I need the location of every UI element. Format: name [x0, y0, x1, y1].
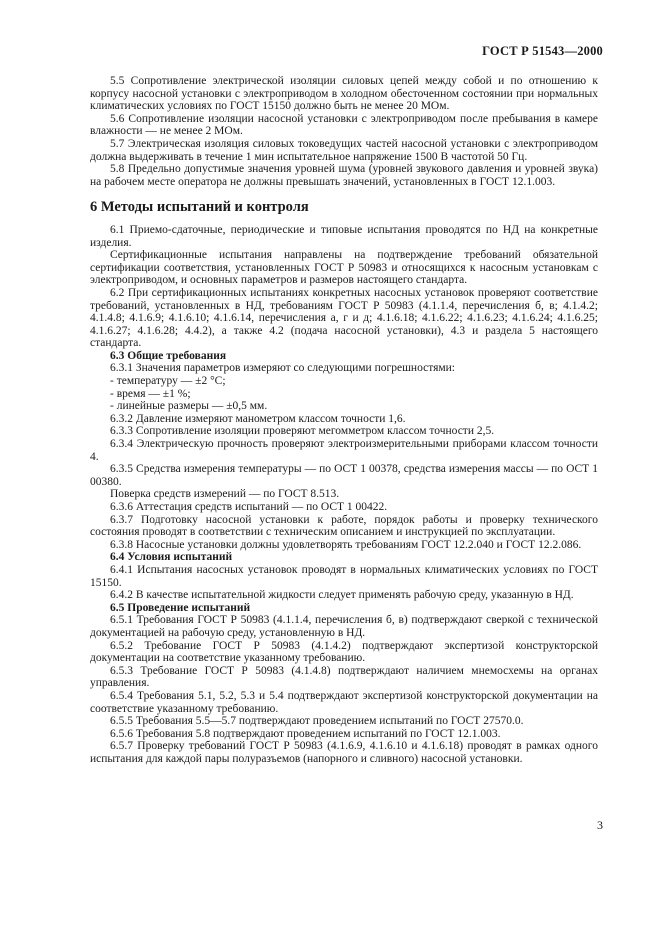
- paragraph-6-4-2: 6.4.2 В качестве испытательной жидкости следует применять рабочую среду, указанную в НД.: [110, 589, 574, 602]
- section-6-title: 6 Методы испытаний и контроля: [90, 199, 309, 216]
- page-body: [90, 75, 598, 765]
- paragraph-6-1-certification: Сертификационные испытания направлены на подтверждение требований обязательной сертификации соответствия, установленных ГОСТ Р 50983 и относящихся к насосным установкам с электроприводом, и основных параметров и размеров настоящего стандарта.: [90, 249, 598, 287]
- paragraph-6-3-8: 6.3.8 Насосные установки должны удовлетворять требованиям ГОСТ 12.2.040 и ГОСТ 12.2.086.: [110, 538, 582, 551]
- paragraph-6-3-1: 6.3.1 Значения параметров измеряют со следующими погрешностями:: [110, 362, 456, 375]
- paragraph-5-8: 5.8 Предельно допустимые значения уровней шума (уровней звукового давления и уровней звука) на рабочем месте оператора не должны превышать значений, установленных в ГОСТ 12.1.003.: [90, 163, 598, 188]
- paragraph-6-3-4: 6.3.4 Электрическую прочность проверяют электроизмерительными приборами классом точности 4.: [90, 438, 598, 463]
- paragraph-6-5-5: 6.5.5 Требования 5.5—5.7 подтверждают проведением испытаний по ГОСТ 27570.0.: [110, 715, 524, 728]
- paragraph-6-5-7: 6.5.7 Проверку требований ГОСТ Р 50983 (4.1.6.9, 4.1.6.10 и 4.1.6.18) проводят в рамках одного испытания для каждой пары полуразъемов (напорного и сливного) насосной установки.: [90, 740, 598, 765]
- paragraph-6-3-5-verification: Поверка средств измерений — по ГОСТ 8.513.: [110, 488, 340, 501]
- subsection-6-4-title: 6.4 Условия испытаний: [110, 551, 233, 564]
- paragraph-6-3-2: 6.3.2 Давление измеряют манометром классом точности 1,6.: [110, 412, 406, 425]
- list-item: - линейные размеры — ±0,5 мм.: [110, 400, 268, 413]
- paragraph-6-3-6: 6.3.6 Аттестация средств испытаний — по ОСТ 1 00422.: [110, 501, 388, 513]
- paragraph-5-6: 5.6 Сопротивление изоляции насосной установки с электроприводом после пребывания в камере влажности — не менее 2 МОм.: [90, 112, 598, 138]
- paragraph-6-5-6: 6.5.6 Требования 5.8 подтверждают проведением испытаний по ГОСТ 12.1.003.: [110, 727, 501, 740]
- paragraph-6-3-7: 6.3.7 Подготовку насосной установки к работе, порядок работы и проверку технического состояния проводят в соответствии с техническим описанием и инструкцией по эксплуатации.: [90, 513, 598, 539]
- paragraph-6-1: 6.1 Приемо-сдаточные, периодические и типовые испытания проводятся по НД на конкретные изделия.: [90, 223, 598, 249]
- paragraph-6-3-3: 6.3.3 Сопротивление изоляции проверяют мегомметром классом точности 2,5.: [110, 425, 495, 438]
- paragraph-6-2: 6.2 При сертификационных испытаниях конкретных насосных установок проверяют соответствие требований, установленных в НД, требованиям ГОСТ Р 50983 (4.1.1.4, перечисления б, в; 4.1.4.2; 4.1.4.8; 4.1.6.9; 4.1.6.10; 4.1.6.14, перечисления а, г и д; 4.1.6.18; 4.1.6.22; 4.1.6.23; 4.1.6.24; 4.1.6.25; 4.1.6.27; 4.1.6.28; 4.4.2), а также 4.2 (подача насосной установки), 4.3 и раздела 5 настоящего стандарта.: [90, 286, 598, 350]
- paragraph-5-5: 5.5 Сопротивление электрической изоляции силовых цепей между собой и по отношению к корпусу насосной установки с электроприводом в холодном обесточенном состоянии при нормальных климатических условиях по ГОСТ 15150 должно быть не менее 20 МОм.: [90, 75, 598, 113]
- paragraph-6-3-5: 6.3.5 Средства измерения температуры — по ОСТ 1 00378, средства измерения массы — по ОСТ 1 00380.: [90, 463, 598, 488]
- list-item: - время — ±1 %;: [110, 387, 191, 400]
- paragraph-6-5-2: 6.5.2 Требование ГОСТ Р 50983 (4.1.4.2) подтверждают экспертизой конструкторской документации на соответствие указанному требованию.: [90, 639, 598, 665]
- list-item: - температуру — ±2 °С;: [110, 375, 226, 388]
- paragraph-6-5-4: 6.5.4 Требования 5.1, 5.2, 5.3 и 5.4 подтверждают экспертизой конструкторской документации на соответствие указанному требованию.: [90, 689, 598, 715]
- subsection-6-5-title: 6.5 Проведение испытаний: [110, 601, 251, 614]
- paragraph-6-5-3: 6.5.3 Требование ГОСТ Р 50983 (4.1.4.8) подтверждают наличием мнемосхемы на органах управления.: [90, 664, 598, 690]
- paragraph-6-4-1: 6.4.1 Испытания насосных установок проводят в нормальных климатических условиях по ГОСТ 15150.: [90, 563, 598, 589]
- page-number: 3: [597, 818, 603, 832]
- subsection-6-3-title: 6.3 Общие требования: [110, 349, 227, 362]
- paragraph-6-5-1: 6.5.1 Требования ГОСТ Р 50983 (4.1.1.4, перечисления б, в) подтверждают сверкой с технической документацией на рабочую среду, установленную в НД.: [90, 614, 598, 639]
- paragraph-5-7: 5.7 Электрическая изоляция силовых токоведущих частей насосной установки с электроприводом должна выдерживать в течение 1 мин испытательное напряжение 1500 В частотой 50 Гц.: [90, 137, 598, 163]
- document-id-header: ГОСТ Р 51543—2000: [482, 44, 603, 58]
